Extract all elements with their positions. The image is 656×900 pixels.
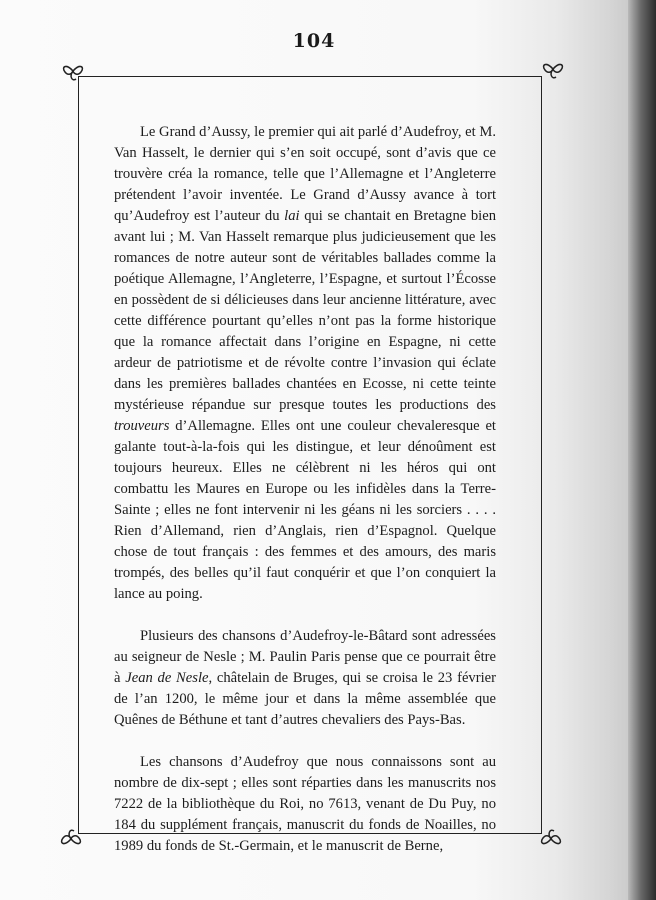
text-run: , châtelain de Bruges, qui se croisa le 23 février de l’an 1200, le même jour et dans la même assemblée que Quênes de Béthune et tant d’autres chevaliers des Pays-Bas. xyxy=(114,670,496,728)
italic-text: lai xyxy=(284,208,300,224)
corner-ornament-bottom-right-icon xyxy=(538,826,564,852)
book-edge-shadow xyxy=(628,0,656,900)
corner-ornament-top-left-icon xyxy=(60,58,86,84)
paragraph xyxy=(114,122,496,605)
text-run: Plusieurs des chansons d’Audefroy-le-Bâtard sont adressées au seigneur de Nesle ; M. Paulin Paris pense que ce pourrait être à xyxy=(114,628,496,686)
corner-ornament-top-right-icon xyxy=(540,56,566,82)
text-run: Le Grand d’Aussy, le premier qui ait parlé d’Audefroy, et M. Van Hasselt, le dernier qui s’en soit occupé, sont d’avis que ce trouvère créa la romance, telle que l’Allemagne et l’Angleterre prétendent l’avoir inventée. Le Grand d’Aussy avance à tort qu’Audefroy est l’auteur du xyxy=(114,124,496,224)
text-run: d’Allemagne. Elles ont une couleur chevaleresque et galante tout-à-la-fois qui les distingue, et leur dénoûment est toujours heureux. Elles ne célèbrent ni les héros qui ont combattu les Maures en Europe ou les infidèles dans la Terre-Sainte ; elles ne font intervenir ni les géans ni les sorciers . . . . Rien d’Allemand, rien d’Anglais, rien d’Espagnol. Quelque chose de tout français : des femmes et des amours, des maris trompés, des belles qu’il faut conquérir et que l’on conquiert la lance au poing. xyxy=(114,418,496,602)
italic-text: trouveurs xyxy=(114,418,170,434)
body-text xyxy=(114,122,496,857)
paragraph xyxy=(114,626,496,731)
text-run: Les chansons d’Audefroy que nous connaissons sont au nombre de dix-sept ; elles sont réparties dans les manuscrits nos 7222 de la bibliothèque du Roi, no 7613, venant de Du Puy, no 184 du supplément français, manuscrit du fonds de Noailles, no 1989 du fonds de St.-Germain, et le manuscrit de Berne, xyxy=(114,754,496,854)
corner-ornament-bottom-left-icon xyxy=(58,826,84,852)
italic-text: Jean de Nesle xyxy=(125,670,209,686)
paragraph xyxy=(114,752,496,857)
page-number: 104 xyxy=(292,30,336,52)
text-run: qui se chantait en Bretagne bien avant lui ; M. Van Hasselt remarque plus judicieusement que les romances de notre auteur sont de véritables ballades comme la poétique Allemagne, l’Angleterre, l’Espagne, et surtout l’Écosse en possèdent de si délicieuses dans leur ancienne littérature, avec cette différence pourtant qu’elles n’ont pas la forme historique que la romance affectait dans l’origine en Espagne, ni cette ardeur de patriotisme et de révolte contre l’invasion qui éclate dans les premières ballades chantées en Ecosse, ni cette teinte mystérieuse répandue sur presque toutes les productions des xyxy=(114,208,497,413)
